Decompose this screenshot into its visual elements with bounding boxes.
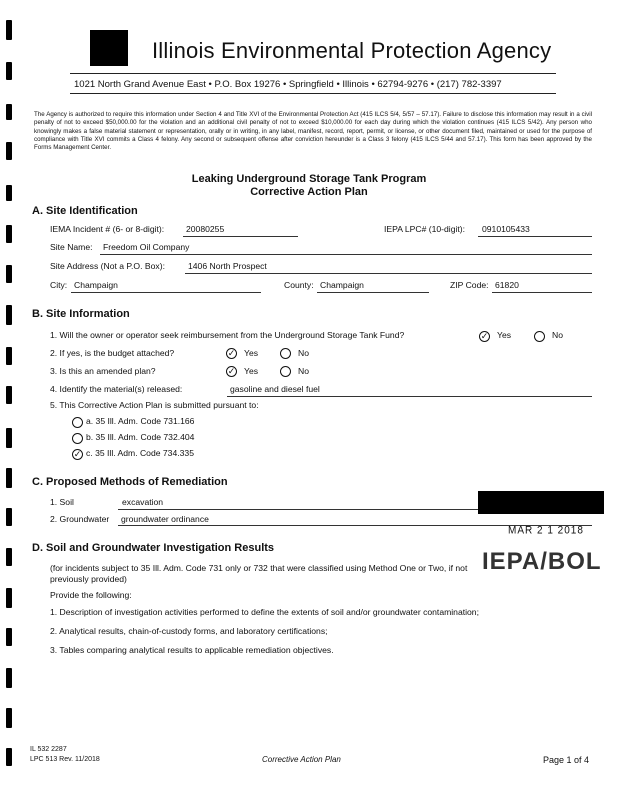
punch-mark [6,225,12,243]
soil-underline [118,509,478,510]
punch-mark [6,508,12,526]
q3-text: 3. Is this an amended plan? [50,366,156,376]
punch-mark [6,265,12,283]
zip-field[interactable]: 61820 [495,280,519,290]
legal-notice: The Agency is authorized to require this information under Section 4 and Title XVI of the Environmental Protection Act (415 ILCS 5/4, 5/57 – 57.17). Failure to disclose this information may result in a civil penalty of not to exceed $50,000.00 for the violation and an additional civil penalty of not to exceed $10,000.00 for each day during which the violation continues (415 ILCS 5/42). Any person who knowingly makes a false material statement or representation, orally or in writing, in any label, manifest, record, report, permit, or license, or other document filed, maintained or used for the purpose of compliance with Title XVI commits a Class 4 felony. Any second or subsequent offense after conviction hereunder is a Class 3 felony (415 ILCS 5/44 and 57.17). This form has been approved by the Forms Management Center. [34,111,592,152]
lpc-field[interactable]: 0910105433 [482,224,530,234]
q5-text: 5. This Corrective Action Plan is submitted pursuant to: [50,400,259,410]
agency-logo [90,30,128,66]
site-name-label: Site Name: [50,242,93,252]
site-address-underline [185,273,592,274]
county-label: County: [284,280,314,290]
q1-yes-label: Yes [497,330,512,340]
program-title-line2: Corrective Action Plan [250,186,368,198]
punch-mark [6,142,12,160]
materials-field[interactable]: gasoline and diesel fuel [230,384,320,394]
provide-label: Provide the following: [50,590,132,600]
punch-mark [6,588,12,608]
q2-yes-radio[interactable]: ✓ [227,348,236,358]
option-b-label: b. 35 Ill. Adm. Code 732.404 [86,432,195,442]
punch-mark [6,305,12,325]
q3-yes-radio[interactable]: ✓ [227,366,236,376]
agency-title: Illinois Environmental Protection Agency [152,38,552,63]
iema-underline [183,236,298,237]
header-rule [70,73,556,74]
q1-text: 1. Will the owner or operator seek reimbursement from the Underground Storage Tank Fund? [50,330,405,340]
q2-text: 2. If yes, is the budget attached? [50,348,175,358]
q3-yes-label: Yes [244,366,259,376]
q1-no-radio[interactable] [534,331,545,342]
punch-mark [6,708,12,728]
punch-mark [6,748,12,766]
site-address-field[interactable]: 1406 North Prospect [188,261,267,271]
agency-address: 1021 North Grand Avenue East • P.O. Box 19276 • Springfield • Illinois • 62794-9276 • (217) 782-3397 [74,79,502,90]
punch-mark [6,104,12,120]
q3-no-label: No [298,366,309,376]
section-a-heading: A. Site Identification [32,205,138,217]
punch-mark [6,386,12,404]
iema-field[interactable]: 20080255 [186,224,225,234]
q2-no-radio[interactable] [280,348,291,359]
punch-mark [6,468,12,488]
received-date-stamp: MAR 2 1 2018 [508,524,584,537]
program-title [0,173,618,199]
city-label: City: [50,280,68,290]
section-d-item-1: 1. Description of investigation activities performed to define the extents of soil and/or groundwater contamination; [50,607,479,617]
site-name-underline [100,254,592,255]
materials-underline [227,396,592,397]
address-rule [70,93,556,94]
q3-no-radio[interactable] [280,366,291,377]
q2-yes-label: Yes [244,348,259,358]
punch-mark [6,548,12,566]
page-number: Page 1 of 4 [543,755,590,765]
groundwater-label: 2. Groundwater [50,514,110,524]
q2-no-label: No [298,348,309,358]
punch-mark [6,347,12,365]
redaction-block [478,491,604,514]
punch-mark [6,428,12,448]
city-underline [71,292,261,293]
section-c-heading: C. Proposed Methods of Remediation [32,476,228,488]
form-id-line-1: IL 532 2287 [30,746,67,753]
q1-no-label: No [552,330,563,340]
soil-field[interactable]: excavation [122,497,164,507]
county-field[interactable]: Champaign [320,280,364,290]
punch-mark [6,20,12,40]
iepa-bol-stamp: IEPA/BOL [482,548,602,575]
punch-mark [6,628,12,646]
lpc-underline [478,236,592,237]
form-id-line-2: LPC 513 Rev. 11/2018 [30,756,100,763]
footer-form-title: Corrective Action Plan [262,755,341,764]
punch-mark [6,668,12,688]
county-underline [317,292,429,293]
q4-label: 4. Identify the material(s) released: [50,384,183,394]
option-a-label: a. 35 Ill. Adm. Code 731.166 [86,416,195,426]
section-d-item-2: 2. Analytical results, chain-of-custody forms, and laboratory certifications; [50,626,328,636]
zip-label: ZIP Code: [450,280,489,290]
program-title-line1: Leaking Underground Storage Tank Program [191,173,427,185]
site-address-label: Site Address (Not a P.O. Box): [50,261,165,271]
option-c-radio[interactable]: ✓ [73,449,82,459]
site-name-field[interactable]: Freedom Oil Company [103,242,190,252]
iema-label: IEMA Incident # (6- or 8-digit): [50,224,165,234]
section-b-heading: B. Site Information [32,308,130,320]
section-d-intro: (for incidents subject to 35 Ill. Adm. Code 731 only or 732 that were classified using Method One or Two, if not previously provided) [50,563,468,584]
option-b-radio[interactable] [72,433,83,444]
option-c-label: c. 35 Ill. Adm. Code 734.335 [86,448,194,458]
section-d-item-3: 3. Tables comparing analytical results to applicable remediation objectives. [50,645,334,655]
punch-mark [6,62,12,80]
zip-underline [492,292,592,293]
lpc-label: IEPA LPC# (10-digit): [384,224,466,234]
option-a-radio[interactable] [72,417,83,428]
q1-yes-radio[interactable]: ✓ [480,331,489,341]
section-d-heading: D. Soil and Groundwater Investigation Results [32,542,275,554]
city-field[interactable]: Champaign [74,280,118,290]
groundwater-field[interactable]: groundwater ordinance [121,514,209,524]
soil-label: 1. Soil [50,497,74,507]
